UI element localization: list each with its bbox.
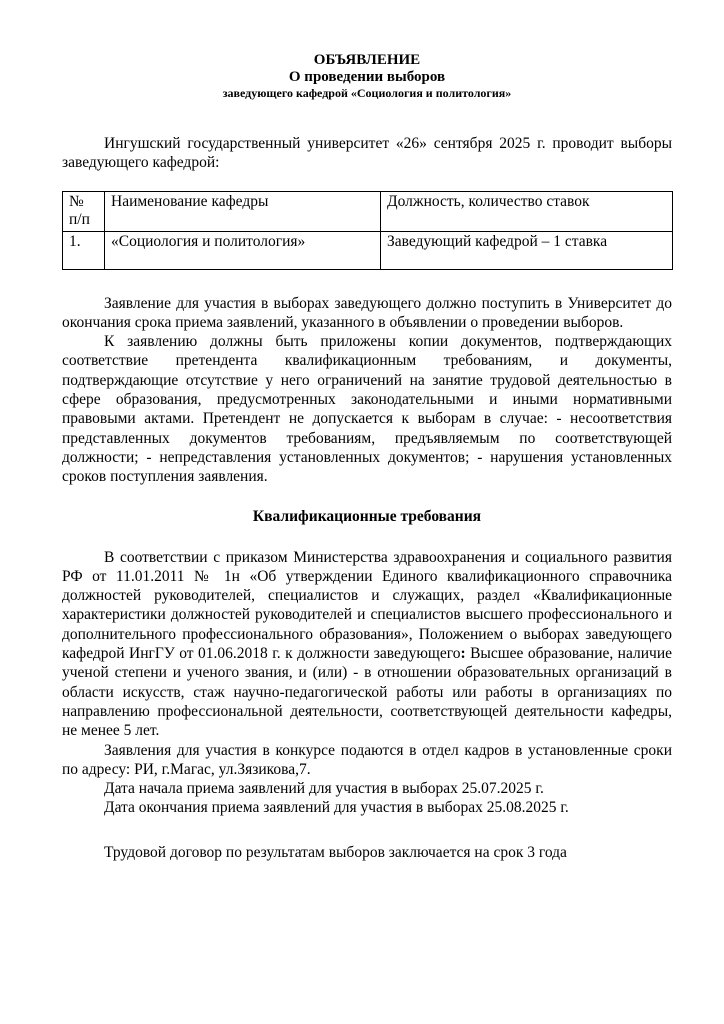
submission-paragraph: Заявления для участия в конкурсе подаются в отдел кадров в установленные сроки по адресу: РИ, г.Магас, ул.Зязикова,7. [62, 741, 672, 778]
cell-department: «Социология и политология» [105, 231, 381, 269]
cell-number: 1. [63, 231, 105, 269]
qualification-text-after: Высшее образование, наличие ученой степени и ученого звания, и (или) - в отношении образовательных организаций в области искусств, стаж научно-педагогической работы или работы в организациях по направлению профессиональной деятельности, соответствующей деятельности кафедры, не менее 5 лет. [62, 645, 672, 740]
application-paragraph: Заявление для участия в выборах заведующего должно поступить в Университет до окончания срока приема заявлений, указанного в объявлении о проведении выборов. [62, 294, 672, 331]
table-header-row [63, 191, 673, 231]
end-date-line: Дата окончания приема заявлений для участия в выборах 25.08.2025 г. [104, 799, 569, 817]
documents-paragraph: К заявлению должны быть приложены копии документов, подтверждающих соответствие претендента квалификационным требованиям, и документы, подтверждающие отсутствие у него ограничений на занятие трудовой деятельностью в сфере образования, предусмотренных законодательными и иными нормативными правовыми актами. Претендент не допускается к выборам в случае: - несоответствия представленных документов требованиям, предъявляемым по соответствующей должности; - непредставления установленных документов; - нарушения установленных сроков поступления заявления. [62, 333, 672, 486]
table-row [63, 231, 673, 269]
header-number: № п/п [63, 191, 105, 231]
header-position: Должность, количество ставок [381, 191, 673, 231]
header-department: Наименование кафедры [105, 191, 381, 231]
qualification-text-before: В соответствии с приказом Министерства здравоохранения и социального развития РФ от 11.01.2011 № 1н «Об утверждении Единого квалификационного справочника должностей руководителей, специалистов и служащих, раздел «Квалификационные характеристики должностей руководителей и специалистов высшего профессионального и дополнительного профессионального образования», Положением о выборах заведующего кафедрой ИнгГУ от 01.06.2018 г. к должности заведующего [62, 548, 672, 663]
cell-position: Заведующий кафедрой – 1 ставка [381, 231, 673, 269]
intro-paragraph: Ингушский государственный университет «26» сентября 2025 г. проводит выборы заведующего кафедрой: [62, 135, 672, 172]
qualification-colon: : [460, 645, 466, 663]
document-subject: заведующего кафедрой «Социология и политология» [222, 86, 512, 100]
positions-table [62, 191, 673, 270]
contract-term-line: Трудовой договор по результатам выборов заключается на срок 3 года [104, 843, 567, 861]
start-date-line: Дата начала приема заявлений для участия в выборах 25.07.2025 г. [104, 780, 544, 798]
document-title: ОБЪЯВЛЕНИЕ [313, 52, 421, 68]
document-subtitle: О проведении выборов [288, 69, 446, 85]
qualification-paragraph [62, 548, 672, 741]
qualification-heading: Квалификационные требования [252, 507, 482, 525]
announcement-page [62, 52, 672, 862]
